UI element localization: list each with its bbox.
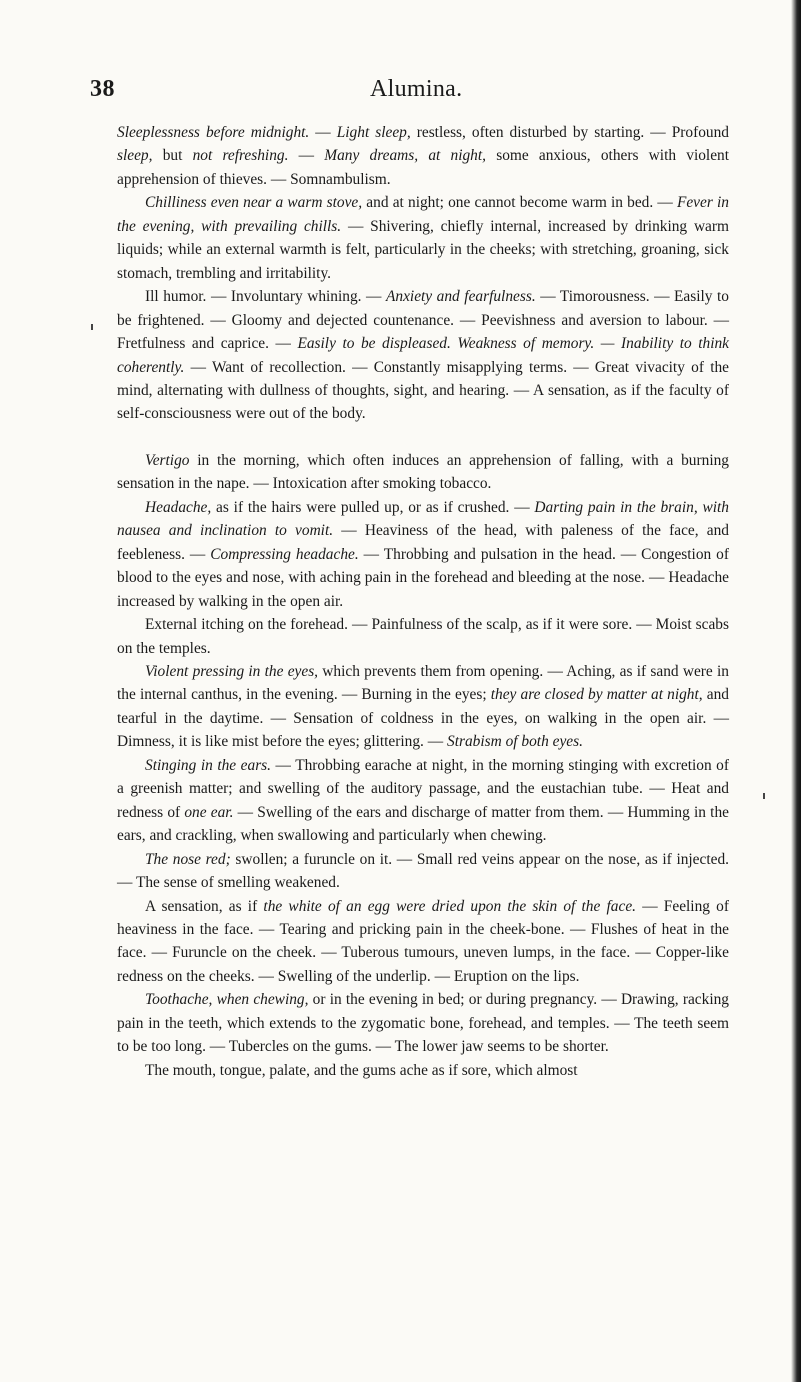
paragraph [117,496,729,613]
stray-print-mark [91,324,93,330]
text-run: A sensation, as if [145,897,264,915]
page-header [90,76,690,106]
paragraph [117,121,729,191]
page-number: 38 [90,76,115,102]
text-run: — Heaviness of the head, with paleness of the face, and feebleness. — [117,522,729,563]
paragraph [117,1059,729,1082]
text-run: — Swelling of the ears and discharge of matter from them. — Humming in the ears, and crackling, when swallowing and particularly when chewing. [117,803,729,845]
running-title: Alumina. [370,76,463,102]
italic-text: one ear. [184,803,234,821]
italic-text: Darting pain in the brain, with nausea and inclination to vomit. [117,498,729,540]
italic-text: Sleeplessness before midnight. [117,124,310,141]
italic-text: Strabism of both eyes. [447,733,583,751]
paragraph [117,895,729,989]
text-run: — Timorousness. — Easily to be frightened. — Gloomy and dejected countenance. — Peevishness and aversion to labour. — Fretfulness and caprice. — [117,288,729,353]
text-run: Ill humor. — Involuntary whining. — [145,288,386,306]
page-edge-shadow [791,0,801,1382]
italic-text: Chilliness even near a warm stove, [145,194,363,212]
text-run: and at night; one cannot become warm in bed. — [362,194,677,212]
italic-text: they are closed by matter at night, [490,686,703,704]
text-run: some anxious, others with violent apprehension of thieves. — Somnambulism. [117,147,729,188]
text-run: — Want of recollection. — Constantly misapplying terms. — Great vivacity of the mind, alternating with dullness of thoughts, sight, and hearing. — A sensation, as if the faculty of self-consciousness were out of the body. [117,358,729,423]
italic-text: Many dreams, at night, [324,147,486,165]
text-run: External itching on the forehead. — Painfulness of the scalp, as if it were sore. — Moist scabs on the temples. [117,616,729,657]
italic-text: Stinging in the ears. [145,756,272,774]
text-run: — [309,124,337,141]
paragraph [117,754,729,848]
body-text [117,121,729,1082]
italic-text: Vertigo [145,451,190,469]
paragraph [117,613,729,660]
text-run: and tearful in the daytime. — Sensation of coldness in the eyes, on walking in the open air. — Dimness, it is like mist before the eyes; glittering. — [117,686,729,751]
italic-text: sleep, [117,147,153,165]
text-run: restless, often disturbed by starting. — Profound [410,124,729,141]
text-run: or in the evening in bed; or during pregnancy. — Drawing, racking pain in the teeth, which extends to the zygomatic bone, forehead, and temples. — The teeth seem to be too long. — Tubercles on the gums. — The lower jaw seems to be shorter. [117,991,730,1056]
text-run: but [152,147,193,165]
paragraph [117,191,729,285]
italic-text: Toothache, when chewing, [145,991,309,1009]
stray-print-mark [763,793,765,799]
paragraph [117,848,729,895]
italic-text: Headache, [145,498,212,516]
italic-text: not refreshing. [192,147,289,165]
italic-text: Light sleep, [336,124,411,141]
italic-text: Easily to be displeased. Weakness of memory. — Inability to think coherently. [117,335,729,376]
text-run: — Throbbing and pulsation in the head. — Congestion of blood to the eyes and nose, with aching pain in the forehead and bleeding at the nose. — Headache increased by walking in the open air. [117,545,729,610]
text-run: as if the hairs were pulled up, or as if crushed. — [211,498,535,516]
italic-text: Anxiety and fearfulness. [385,288,536,306]
text-run: — Feeling of heaviness in the face. — Tearing and pricking pain in the cheek-bone. — Flushes of heat in the face. — Furuncle on the cheek. — Tuberous tumours, uneven lumps, in the face. — Copper-like redness on the cheeks. — Swelling of the underlip. — Eruption on the lips. [117,897,729,985]
paragraph [117,660,729,754]
italic-text: Compressing headache. [210,545,359,563]
text-run: — Shivering, chiefly internal, increased by drinking warm liquids; while an external warmth is felt, particularly in the cheeks; with stretching, groaning, sick stomach, trembling and irritability. [117,217,729,282]
italic-text: Violent pressing in the eyes, [145,662,319,680]
text-run: swollen; a furuncle on it. — Small red veins appear on the nose, as if injected. — The sense of smelling weakened. [117,850,729,892]
italic-text: The nose red; [145,850,231,868]
text-run: The mouth, tongue, palate, and the gums ache as if sore, which almost [145,1061,578,1079]
text-run: which prevents them from opening. — Aching, as if sand were in the internal canthus, in the evening. — Burning in the eyes; [117,662,729,704]
text-run: in the morning, which often induces an apprehension of falling, with a burning sensation in the nape. — Intoxication after smoking tobacco. [117,451,729,493]
paragraph [117,285,729,426]
text-run: — Throbbing earache at night, in the morning stinging with excretion of a greenish matter; and swelling of the auditory passage, and the eustachian tube. — Heat and redness of [117,756,729,821]
italic-text: the white of an egg were dried upon the skin of the face. [263,897,637,915]
text-run: — [288,147,325,165]
paragraph [117,449,729,496]
paragraph [117,988,729,1058]
italic-text: Fever in the evening, with prevailing chills. [117,194,729,235]
